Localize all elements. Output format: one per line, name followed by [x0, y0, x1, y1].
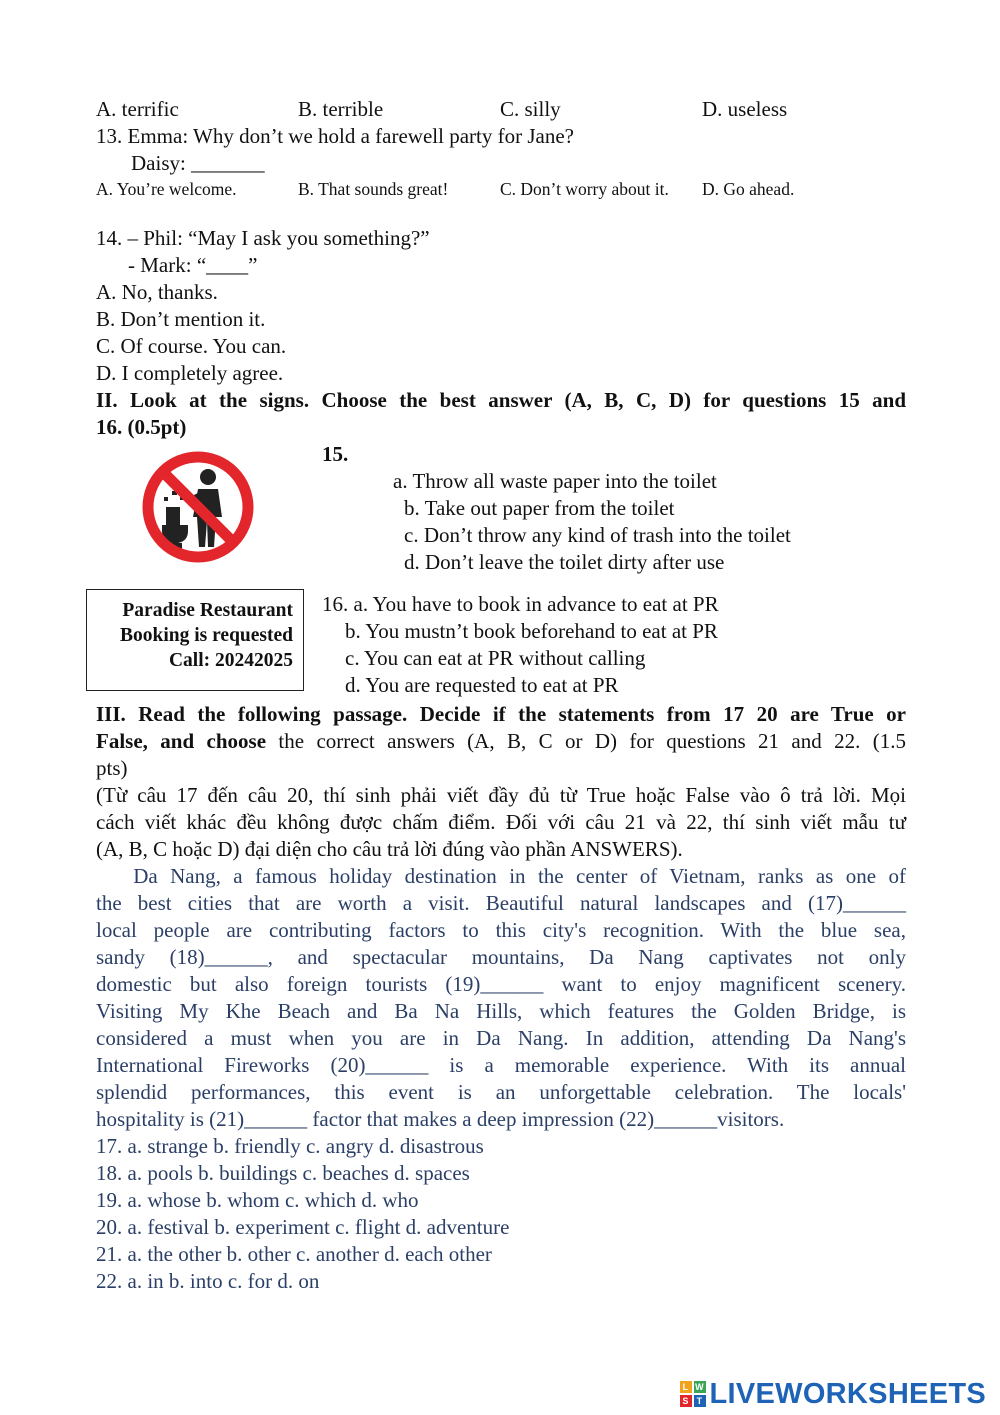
section3-heading-bold: False, and choose	[96, 729, 267, 753]
answer-options-19[interactable]: 19. a. whose b. whom c. which d. who	[96, 1188, 419, 1212]
section3-heading-line1: III. Read the following passage. Decide if the statements from 17 20 are True or	[96, 702, 906, 726]
passage-line-5: domestic but also foreign tourists (19)______ want to enjoy magnificent scenery.	[96, 972, 906, 996]
worksheet-page	[96, 96, 906, 1295]
liveworksheets-brand[interactable]: LIVEWORKSHEETS	[709, 1377, 986, 1410]
q16-option-c[interactable]: c. You can eat at PR without calling	[345, 646, 646, 670]
q13-option-c[interactable]: C. Don’t worry about it.	[500, 179, 669, 199]
liveworksheets-footer	[680, 1377, 987, 1411]
passage-line-6: Visiting My Khe Beach and Ba Na Hills, which features the Golden Bridge, is	[96, 999, 906, 1023]
q13-option-a[interactable]: A. You’re welcome.	[96, 179, 237, 199]
q14-option-d[interactable]: D. I completely agree.	[96, 361, 284, 385]
passage-line-2: the best cities that are worth a visit. Beautiful natural landscapes and (17)______	[96, 891, 906, 915]
q12-options	[96, 96, 906, 123]
section3-heading-rest: the correct answers (A, B, C or D) for questions 21 and 22. (1.5	[266, 729, 906, 753]
answer-options-17[interactable]: 17. a. strange b. friendly c. angry d. disastrous	[96, 1134, 484, 1158]
logo-cell-4: T	[694, 1395, 706, 1407]
vietnamese-instruction-2: cách viết khác đều không được chấm điểm. Đối với câu 21 và 22, thí sinh viết mẫu tư	[96, 810, 906, 834]
q14-reply: - Mark: “____”	[128, 253, 258, 277]
restaurant-notice-sign	[86, 589, 304, 691]
no-trash-in-toilet-sign-icon	[136, 445, 260, 569]
answer-options-22[interactable]: 22. a. in b. into c. for d. on	[96, 1269, 320, 1293]
answer-options-18[interactable]: 18. a. pools b. buildings c. beaches d. spaces	[96, 1161, 470, 1185]
q15-option-c[interactable]: c. Don’t throw any kind of trash into the toilet	[404, 523, 791, 547]
q12-option-c[interactable]: C. silly	[500, 97, 561, 121]
logo-cell-3: S	[680, 1395, 692, 1407]
logo-cell-1: L	[680, 1381, 692, 1393]
vietnamese-instruction-3: (A, B, C hoặc D) đại diện cho câu trả lời đúng vào phần ANSWERS).	[96, 837, 683, 861]
liveworksheets-logo-icon	[680, 1381, 706, 1407]
q14-option-c[interactable]: C. Of course. You can.	[96, 334, 287, 358]
q12-option-b[interactable]: B. terrible	[298, 97, 384, 121]
q15-option-a[interactable]: a. Throw all waste paper into the toilet	[393, 469, 717, 493]
q16-option-b[interactable]: b. You mustn’t book beforehand to eat at PR	[345, 619, 718, 643]
signs-block	[96, 441, 906, 725]
reading-passage	[96, 863, 906, 1133]
q12-option-a[interactable]: A. terrific	[96, 97, 179, 121]
section3	[96, 701, 906, 863]
q14-question: 14. – Phil: “May I ask you something?”	[96, 226, 430, 250]
passage-line-4: sandy (18)______, and spectacular mountains, Da Nang captivates not only	[96, 945, 906, 969]
q15-option-d[interactable]: d. Don’t leave the toilet dirty after use	[404, 550, 725, 574]
q13-reply: Daisy: _______	[131, 151, 265, 175]
passage-line-1: Da Nang, a famous holiday destination in the center of Vietnam, ranks as one of	[96, 864, 906, 888]
section2-heading-line1: II. Look at the signs. Choose the best answer (A, B, C, D) for questions 15 and	[96, 388, 906, 412]
notice-line-3: Call: 20242025	[168, 650, 293, 671]
q13-options	[96, 177, 906, 225]
passage-line-3: local people are contributing factors to this city's recognition. With the blue sea,	[96, 918, 906, 942]
passage-line-8: International Fireworks (20)______ is a memorable experience. With its annual	[96, 1053, 906, 1077]
passage-line-10: hospitality is (21)______ factor that makes a deep impression (22)______visitors.	[96, 1107, 785, 1131]
answer-options-20[interactable]: 20. a. festival b. experiment c. flight d. adventure	[96, 1215, 510, 1239]
q15-option-b[interactable]: b. Take out paper from the toilet	[404, 496, 675, 520]
section2-heading-line2: 16. (0.5pt)	[96, 415, 187, 439]
q16-option-a[interactable]: 16. a. You have to book in advance to eat at PR	[322, 592, 719, 616]
q14-option-a[interactable]: A. No, thanks.	[96, 280, 218, 304]
q13-question: 13. Emma: Why don’t we hold a farewell party for Jane?	[96, 124, 574, 148]
q13-option-d[interactable]: D. Go ahead.	[702, 179, 795, 199]
answer-options-list	[96, 1133, 906, 1295]
q12-option-d[interactable]: D. useless	[702, 97, 788, 121]
section3-heading-line2	[96, 728, 906, 755]
passage-line-9: splendid performances, this event is an unforgettable celebration. The locals'	[96, 1080, 906, 1104]
answer-options-21[interactable]: 21. a. the other b. other c. another d. each other	[96, 1242, 492, 1266]
vietnamese-instruction-1: (Từ câu 17 đến câu 20, thí sinh phải viết đầy đủ từ True hoặc False vào ô trả lời. Mọi	[96, 783, 906, 807]
q13-option-b[interactable]: B. That sounds great!	[298, 179, 449, 199]
q16-option-d[interactable]: d. You are requested to eat at PR	[345, 673, 619, 697]
notice-line-1: Paradise Restaurant	[122, 600, 293, 621]
section3-heading-line3: pts)	[96, 756, 128, 780]
q14-option-b[interactable]: B. Don’t mention it.	[96, 307, 266, 331]
notice-line-2: Booking is requested	[119, 625, 293, 646]
logo-cell-2: W	[695, 1382, 704, 1392]
q15-number: 15.	[322, 442, 349, 466]
passage-line-7: considered a must when you are in Da Nang. In addition, attending Da Nang's	[96, 1026, 906, 1050]
